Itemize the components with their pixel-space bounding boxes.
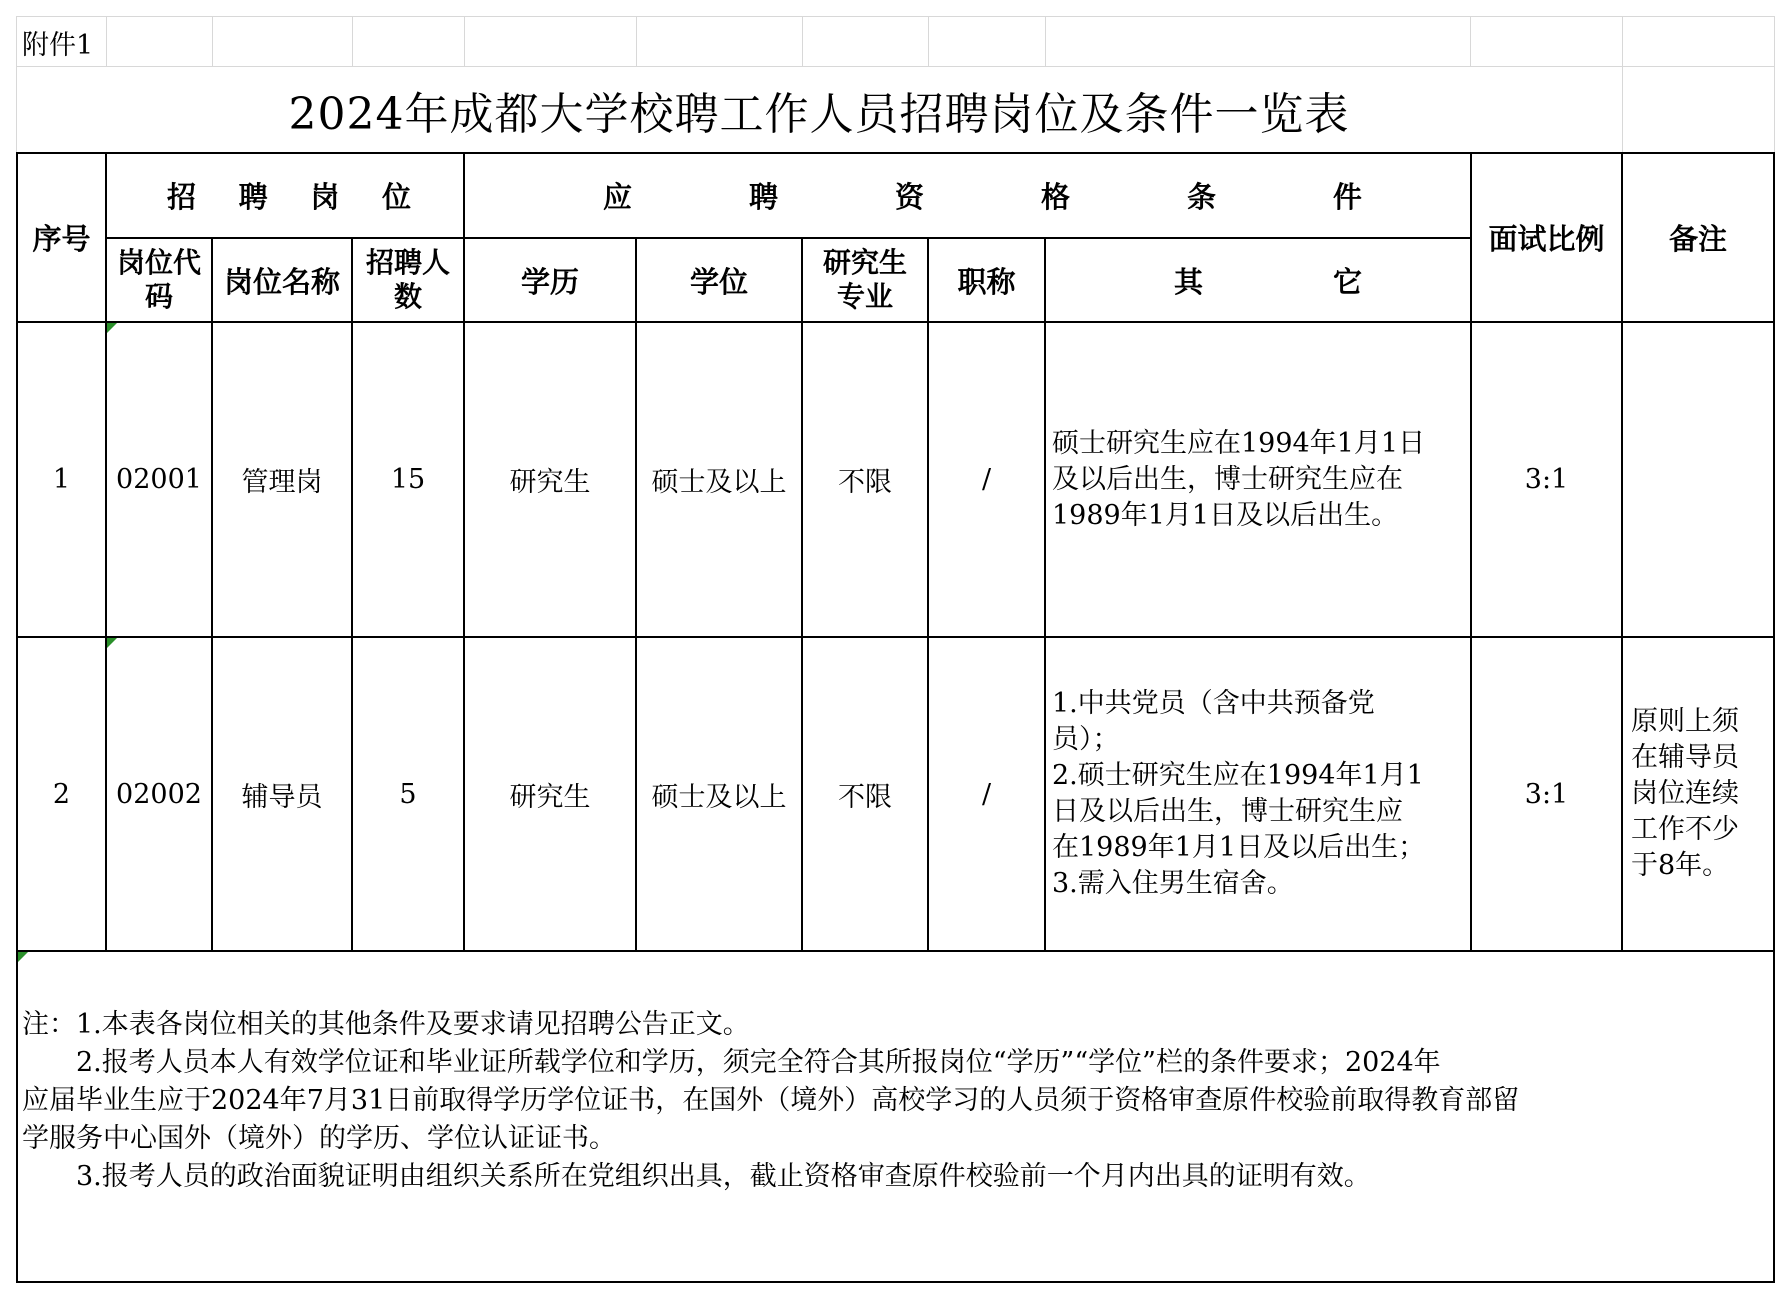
row1-major: 不限 bbox=[838, 467, 892, 498]
note-line: 2.报考人员本人有效学位证和毕业证所载学位和学历，须完全符合其所报岗位“学历”“学位”栏的条件要求；2024年 bbox=[22, 1047, 1441, 1078]
header-char: 招 bbox=[167, 180, 197, 214]
other-line: 在1989年1月1日及以后出生； bbox=[1052, 832, 1426, 863]
note-line: 学服务中心国外（境外）的学历、学位认证证书。 bbox=[22, 1123, 616, 1154]
note-line: 注：1.本表各岗位相关的其他条件及要求请见招聘公告正文。 bbox=[22, 1009, 750, 1040]
header-education: 学历 bbox=[520, 264, 579, 299]
row2-code: 02002 bbox=[116, 778, 202, 810]
remark-line: 工作不少 bbox=[1631, 814, 1739, 845]
header-char: 件 bbox=[1332, 180, 1362, 214]
row1-code: 02001 bbox=[116, 464, 202, 495]
row2-education: 研究生 bbox=[509, 781, 591, 813]
header-major: 研究生专业 bbox=[822, 246, 907, 313]
table-border bbox=[16, 950, 1775, 952]
row1-name: 管理岗 bbox=[241, 467, 323, 498]
grid-line bbox=[1622, 16, 1623, 152]
header-char: 聘 bbox=[238, 180, 268, 214]
cell-marker bbox=[18, 952, 28, 962]
other-line: 硕士研究生应在1994年1月1日 bbox=[1052, 427, 1426, 459]
other-line: 2.硕士研究生应在1994年1月1 bbox=[1052, 760, 1424, 791]
grid-line bbox=[928, 16, 929, 66]
row2-ratio: 3:1 bbox=[1524, 778, 1569, 810]
grid-line bbox=[352, 16, 353, 66]
header-degree: 学位 bbox=[689, 264, 748, 299]
row2-seq: 2 bbox=[52, 778, 71, 810]
row1-other bbox=[1046, 323, 1470, 636]
table-border bbox=[16, 1281, 1775, 1283]
header-seq: 序号 bbox=[32, 222, 91, 256]
row2-major: 不限 bbox=[838, 781, 892, 813]
header-char: 它 bbox=[1332, 264, 1362, 299]
row2-other bbox=[1046, 638, 1470, 950]
row2-remark bbox=[1623, 638, 1773, 950]
other-line: 3.需入住男生宿舍。 bbox=[1052, 868, 1294, 899]
other-line: 1.中共党员（含中共预备党 bbox=[1052, 688, 1375, 719]
remark-line: 于8年。 bbox=[1631, 850, 1730, 881]
header-char: 资 bbox=[894, 180, 924, 214]
grid-line bbox=[16, 16, 1775, 17]
header-char: 格 bbox=[1040, 180, 1070, 214]
header-char: 条 bbox=[1186, 180, 1216, 214]
remark-line: 在辅导员 bbox=[1631, 742, 1739, 773]
header-post-name: 岗位名称 bbox=[223, 264, 340, 299]
header-post-code: 岗位代码 bbox=[117, 246, 202, 313]
row1-degree: 硕士及以上 bbox=[651, 467, 787, 498]
header-qualification-group bbox=[465, 154, 1470, 237]
other-line: 日及以后出生，博士研究生应 bbox=[1052, 796, 1403, 827]
note-line: 3.报考人员的政治面貌证明由组织关系所在党组织出具，截止资格审查原件校验前一个月内出具的证明有效。 bbox=[22, 1161, 1371, 1192]
notes-block bbox=[22, 1006, 1770, 1196]
row1-seq: 1 bbox=[52, 464, 71, 495]
table-border bbox=[1773, 152, 1775, 1283]
header-char: 位 bbox=[381, 180, 411, 214]
page-title: 2024年成都大学校聘工作人员招聘岗位及条件一览表 bbox=[288, 89, 1350, 140]
header-title-rank: 职称 bbox=[957, 264, 1016, 299]
grid-line bbox=[106, 16, 107, 66]
other-line: 员）； bbox=[1052, 724, 1120, 755]
header-headcount: 招聘人数 bbox=[365, 246, 450, 313]
header-other bbox=[1046, 239, 1470, 321]
header-remarks: 备注 bbox=[1668, 222, 1727, 256]
grid-line bbox=[1774, 16, 1775, 152]
row2-name: 辅导员 bbox=[241, 781, 323, 813]
header-char: 岗 bbox=[310, 180, 340, 214]
grid-line bbox=[212, 16, 213, 66]
row1-remark bbox=[1623, 323, 1773, 636]
remark-line: 原则上须 bbox=[1631, 706, 1739, 737]
row2-count: 5 bbox=[399, 778, 417, 810]
grid-line bbox=[636, 16, 637, 66]
header-char: 其 bbox=[1174, 264, 1204, 299]
other-line: 及以后出生，博士研究生应在 bbox=[1052, 463, 1403, 495]
header-post-group bbox=[107, 154, 463, 237]
row1-count: 15 bbox=[390, 464, 426, 495]
grid-line bbox=[464, 16, 465, 66]
note-line: 应届毕业生应于2024年7月31日前取得学历学位证书，在国外（境外）高校学习的人员须于资格审查原件校验前取得教育部留 bbox=[22, 1085, 1520, 1116]
other-line: 1989年1月1日及以后出生。 bbox=[1052, 499, 1399, 531]
row2-degree: 硕士及以上 bbox=[651, 781, 787, 813]
header-interview-ratio: 面试比例 bbox=[1488, 222, 1605, 256]
grid-line bbox=[16, 66, 1775, 67]
row2-title-rank: / bbox=[981, 778, 992, 810]
grid-line bbox=[1470, 16, 1471, 66]
row1-ratio: 3:1 bbox=[1524, 464, 1569, 495]
attachment-label: 附件1 bbox=[22, 29, 94, 61]
grid-line bbox=[802, 16, 803, 66]
header-char: 应 bbox=[603, 180, 633, 214]
row1-education: 研究生 bbox=[509, 467, 591, 498]
row1-title-rank: / bbox=[981, 464, 992, 495]
grid-line bbox=[1045, 16, 1046, 66]
header-char: 聘 bbox=[748, 180, 778, 214]
remark-line: 岗位连续 bbox=[1631, 778, 1739, 809]
